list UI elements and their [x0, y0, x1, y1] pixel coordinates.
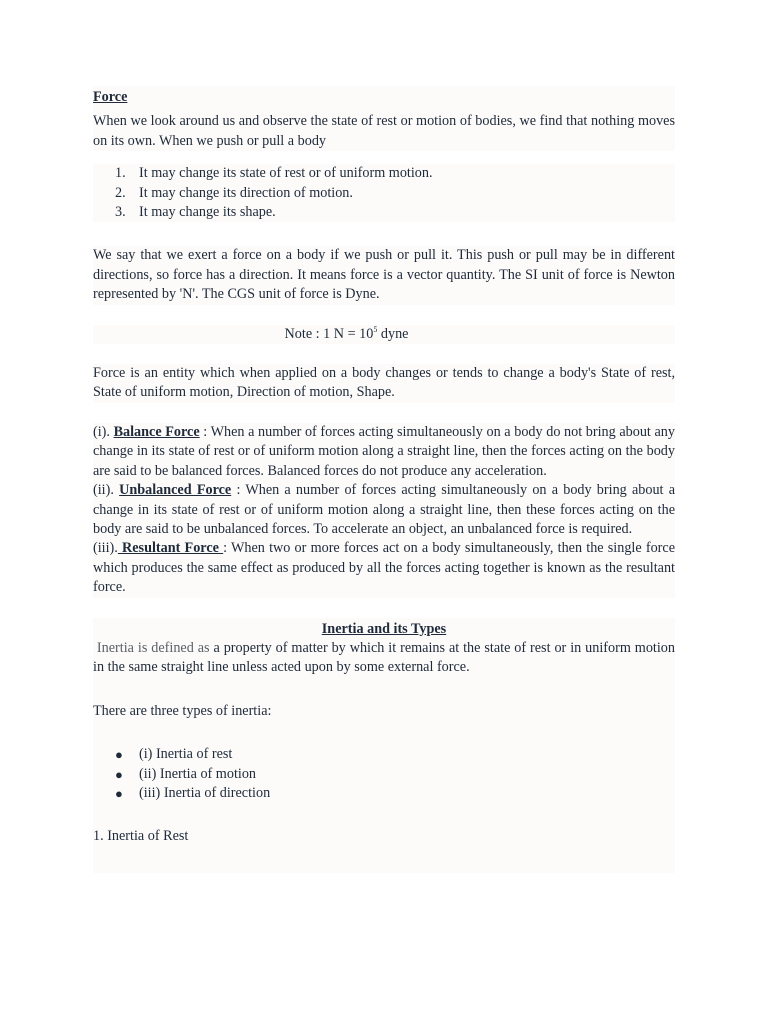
inertia-definition-text: a property of matter by which it remains at the state of rest or in uniform motion in the same straight line unless acted upon by some external force. [93, 639, 675, 676]
balance-force-paragraph [93, 423, 675, 481]
document-content [93, 86, 675, 873]
force-heading: Force [93, 89, 128, 105]
list-item-text: It may change its shape. [139, 204, 276, 221]
force-entity-paragraph: Force is an entity which when applied on a body changes or tends to change a body's State of rest, State of uniform motion, Direction of motion, Shape. [93, 364, 675, 403]
inertia-types-list [93, 745, 675, 803]
balance-force-prefix: (i). [93, 423, 114, 440]
list-item [93, 184, 675, 203]
balance-force-term: Balance Force [113, 423, 200, 440]
unbalanced-force-prefix: (ii). [93, 482, 120, 499]
unit-note-exponent: 5 [373, 324, 378, 334]
list-number: 3. [115, 204, 126, 221]
list-item [93, 745, 675, 764]
force-effects-list [93, 164, 675, 222]
inertia-definition [93, 639, 675, 678]
force-section-header [93, 86, 675, 151]
list-item [93, 765, 675, 784]
unbalanced-force-term: Unbalanced Force [119, 482, 232, 499]
inertia-types-intro: There are three types of inertia: [93, 702, 675, 721]
resultant-force-term: Resultant Force [117, 540, 224, 557]
list-item [93, 784, 675, 803]
force-vector-paragraph: We say that we exert a force on a body if we push or pull it. This push or pull may be in different directions, so force has a direction. It means force is a vector quantity. The SI unit of force is Newton represented by 'N'. The CGS unit of force is Dyne. [93, 246, 675, 304]
bullet-icon: ● [115, 785, 123, 801]
unit-note [93, 325, 675, 344]
list-item-text: (i) Inertia of rest [139, 746, 233, 763]
force-intro-paragraph: When we look around us and observe the state of rest or motion of bodies, we find that nothing moves on its own. When we push or pull a body [93, 113, 675, 149]
bullet-icon: ● [115, 766, 123, 782]
inertia-of-rest-block [93, 827, 675, 873]
inertia-section [93, 618, 675, 678]
resultant-force-paragraph [93, 539, 675, 597]
list-number: 1. [115, 165, 126, 182]
unbalanced-force-paragraph [93, 481, 675, 539]
list-item [93, 203, 675, 222]
list-item [93, 164, 675, 183]
resultant-force-text: : When two or more forces act on a body simultaneously, then the single force which produces the same effect as produced by all the forces acting together is known as the resultant force. [93, 540, 675, 596]
unit-note-prefix: Note : 1 N = 10 [284, 325, 374, 342]
balance-force-text: : When a number of forces acting simultaneously on a body do not bring about any change in its state of rest or of uniform motion along a straight line, then the forces acting on the body are said to be balanced forces. Balanced forces do not produce any acceleration. [93, 423, 675, 479]
bullet-icon: ● [115, 747, 123, 763]
list-number: 2. [115, 184, 126, 201]
list-item-text: (iii) Inertia of direction [139, 784, 271, 801]
list-item-text: It may change its direction of motion. [139, 184, 353, 201]
resultant-force-prefix: (iii). [93, 540, 118, 557]
list-item-text: (ii) Inertia of motion [139, 765, 257, 782]
inertia-definition-lead: Inertia is defined as [93, 639, 210, 656]
unbalanced-force-text: : When a number of forces acting simultaneously on a body bring about a change in its state of rest or of uniform motion along a straight line, then these forces acting on the body are said to be unbalanced forces. To accelerate an object, an unbalanced force is required. [93, 482, 675, 537]
unit-note-suffix: dyne [377, 325, 409, 342]
inertia-heading: Inertia and its Types [321, 620, 447, 637]
inertia-of-rest-heading: 1. Inertia of Rest [93, 828, 189, 845]
list-item-text: It may change its state of rest or of uniform motion. [139, 165, 433, 182]
force-types-block [93, 423, 675, 598]
